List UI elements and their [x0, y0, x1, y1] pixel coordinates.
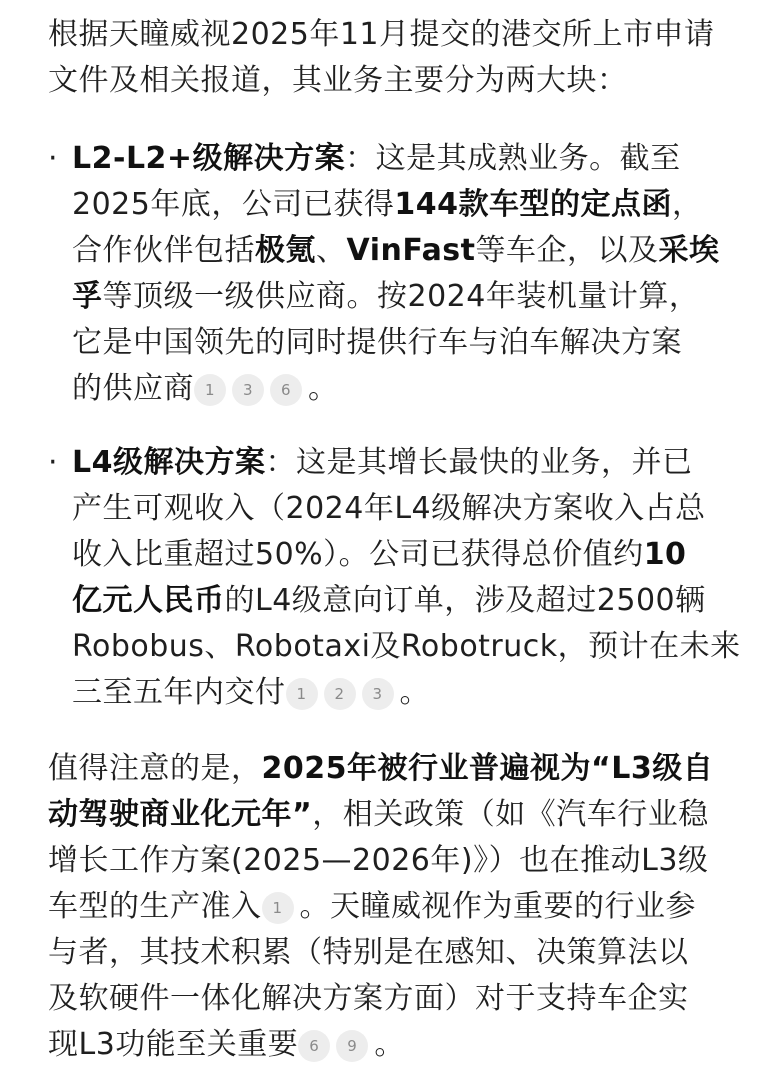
text-span: 2025年底，公司已获得 — [72, 187, 395, 222]
closing-paragraph — [48, 746, 738, 1068]
text-span: 。天瞳威视作为重要的行业参 — [299, 889, 696, 924]
text-line: 及软硬件一体化解决方案方面）对于支持车企实 — [48, 981, 689, 1016]
bold-text: VinFast — [346, 233, 476, 268]
text-span: 、 — [316, 233, 347, 268]
bold-text: 动驾驶商业化元年” — [48, 797, 313, 832]
bullet-item-l2 — [48, 136, 738, 412]
text-span: 现L3功能至关重要 — [48, 1027, 299, 1062]
text-span: 的L4级意向订单，涉及超过2500辆 — [224, 583, 706, 618]
bold-text: 采埃 — [658, 233, 720, 268]
bold-text: 2025年被行业普遍视为“L3级自 — [261, 751, 714, 786]
text-span: 。 — [308, 371, 339, 406]
bullet-dot: · — [48, 445, 58, 480]
text-line: 它是中国领先的同时提供行车与泊车解决方案 — [72, 325, 682, 360]
bullet-text — [72, 440, 741, 716]
citation-badge[interactable]: 6 — [270, 374, 302, 406]
text-span: 等顶级一级供应商。按2024年装机量计算， — [102, 279, 700, 314]
bold-text: 亿元人民币 — [72, 583, 225, 618]
text-span: 合作伙伴包括 — [72, 233, 255, 268]
bullet-dot: · — [48, 141, 58, 176]
text-span: 。 — [374, 1027, 405, 1062]
citation-badge[interactable]: 1 — [262, 892, 294, 924]
text-span: 。 — [399, 675, 430, 710]
text-span: 的供应商 — [72, 371, 194, 406]
bullet-item-l4 — [48, 440, 741, 716]
text-span: ， — [671, 187, 703, 222]
text-span: ：这是其成熟业务。截至 — [345, 141, 681, 176]
bullet-text — [72, 136, 738, 412]
text-span: 车型的生产准入 — [48, 889, 262, 924]
citation-badge[interactable]: 9 — [336, 1030, 368, 1062]
text-line: 产生可观收入（2024年L4级解决方案收入占总 — [72, 491, 706, 526]
text-line: Robobus、Robotaxi及Robotruck，预计在未来 — [72, 629, 741, 664]
text-line: 增长工作方案(2025—2026年)》）也在推动L3级 — [48, 843, 709, 878]
text-span: ：这是其增长最快的业务，并已 — [265, 445, 693, 480]
intro-paragraph — [48, 12, 738, 104]
bullet-title: L4级解决方案 — [72, 445, 266, 480]
bold-text: 144款车型的定点函 — [394, 187, 672, 222]
text-span: ，相关政策（如《汽车行业稳 — [312, 797, 709, 832]
text-span: 值得注意的是， — [48, 751, 262, 786]
text-span: 三至五年内交付 — [72, 675, 286, 710]
bold-text: 孚 — [72, 279, 103, 314]
bold-text: 极氪 — [255, 233, 316, 268]
citation-badge[interactable]: 2 — [324, 678, 356, 710]
intro-line: 文件及相关报道，其业务主要分为两大块： — [48, 63, 628, 98]
text-span: 等车企，以及 — [475, 233, 659, 268]
citation-badge[interactable]: 3 — [362, 678, 394, 710]
citation-badge[interactable]: 6 — [298, 1030, 330, 1062]
intro-line: 根据天瞳威视2025年11月提交的港交所上市申请 — [48, 17, 715, 52]
citation-badge[interactable]: 1 — [194, 374, 226, 406]
bold-text: 10 — [643, 537, 687, 572]
bullet-title: L2-L2+级解决方案 — [72, 141, 346, 176]
text-span: 收入比重超过50%）。公司已获得总价值约 — [72, 537, 644, 572]
citation-badge[interactable]: 1 — [286, 678, 318, 710]
text-line: 与者，其技术积累（特别是在感知、决策算法以 — [48, 935, 689, 970]
citation-badge[interactable]: 3 — [232, 374, 264, 406]
